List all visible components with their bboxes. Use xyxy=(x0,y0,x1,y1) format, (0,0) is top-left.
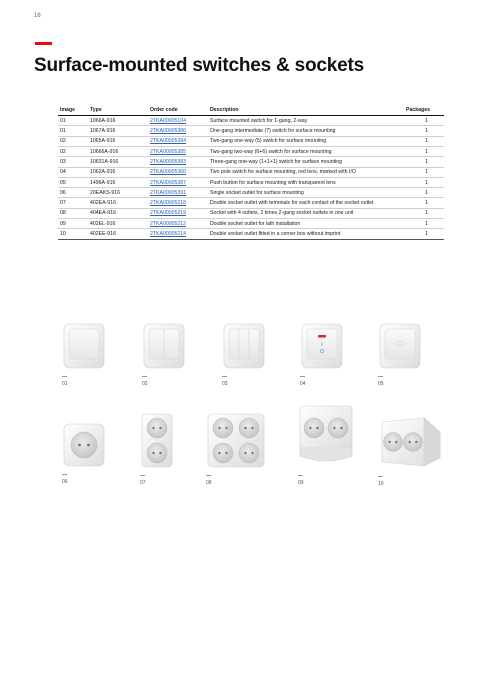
corner-double-socket-icon xyxy=(378,412,444,470)
cell-packages: 1 xyxy=(386,136,444,146)
cell-type: 404EA-916 xyxy=(88,208,148,218)
cell-type: 1066A-916 xyxy=(88,116,148,126)
product-label: 09 xyxy=(298,479,304,486)
cell-image: 02 xyxy=(58,147,88,157)
label-rule xyxy=(206,475,211,476)
table-row xyxy=(58,208,444,218)
cell-type: 10666A-916 xyxy=(88,147,148,157)
table-row xyxy=(58,136,444,146)
cell-description: Two-gang two-way (6+6) switch for surface mounting xyxy=(208,147,386,157)
single-socket-icon xyxy=(62,420,106,468)
three-gang-switch-icon xyxy=(222,322,266,370)
table-row xyxy=(58,126,444,136)
cell-type: 402EE-916 xyxy=(88,229,148,239)
order-code-link[interactable]: 2TKA00005384 xyxy=(148,136,208,146)
product-05 xyxy=(378,322,422,387)
label-rule xyxy=(222,376,227,377)
label-rule xyxy=(300,376,305,377)
cell-packages: 1 xyxy=(386,167,444,177)
order-code-link[interactable]: 2TKA00005386 xyxy=(148,126,208,136)
product-label: 02 xyxy=(142,380,148,387)
cell-description: Two-gang one-way (5) switch for surface mounting xyxy=(208,136,386,146)
cell-image: 03 xyxy=(58,157,88,167)
cell-type: 402EA-916 xyxy=(88,198,148,208)
accent-bar xyxy=(35,42,52,45)
order-code-link[interactable]: 2TKA00005383 xyxy=(148,157,208,167)
two-pole-switch-red-lens-icon xyxy=(300,322,344,370)
cell-description: Double socket outlet fitted in a corner box without imprint xyxy=(208,229,386,239)
order-code-link[interactable]: 2TKA00005212 xyxy=(148,219,208,229)
cell-image: 08 xyxy=(58,208,88,218)
label-rule xyxy=(378,476,383,477)
cell-type: 402EL-916 xyxy=(88,219,148,229)
header-order-code: Order code xyxy=(148,105,208,116)
cell-packages: 1 xyxy=(386,208,444,218)
table-row xyxy=(58,177,444,187)
product-08 xyxy=(206,412,266,486)
cell-description: One-gang intermediate (7) switch for surface mounting xyxy=(208,126,386,136)
order-code-link[interactable]: 2TKA00005360 xyxy=(148,167,208,177)
product-07 xyxy=(140,412,174,486)
cell-packages: 1 xyxy=(386,116,444,126)
product-06 xyxy=(62,420,106,485)
cell-description: Two pole switch for surface mounting, red lens, marked with I/O xyxy=(208,167,386,177)
order-code-link[interactable]: 2TKA00005218 xyxy=(148,198,208,208)
label-rule xyxy=(298,475,303,476)
cell-image: 04 xyxy=(58,167,88,177)
double-socket-vertical-icon xyxy=(140,412,174,469)
label-rule xyxy=(142,376,147,377)
label-rule xyxy=(140,475,145,476)
cell-packages: 1 xyxy=(386,198,444,208)
cell-description: Double socket outlet for lath installation xyxy=(208,219,386,229)
product-label: 03 xyxy=(222,380,228,387)
cell-type: 1496A-916 xyxy=(88,177,148,187)
product-label: 05 xyxy=(378,380,384,387)
push-button-icon xyxy=(378,322,422,370)
cell-packages: 1 xyxy=(386,177,444,187)
product-label: 08 xyxy=(206,479,212,486)
table-row xyxy=(58,188,444,198)
label-rule xyxy=(62,474,67,475)
product-10 xyxy=(378,412,444,487)
order-code-link[interactable]: 2TKA00005104 xyxy=(148,116,208,126)
page-title: Surface-mounted switches & sockets xyxy=(34,55,365,76)
cell-description: Socket with 4 outlets, 2 times 2-gang socket outlets in one unit xyxy=(208,208,386,218)
product-label: 10 xyxy=(378,480,384,487)
product-label: 01 xyxy=(62,380,68,387)
product-09 xyxy=(298,404,354,486)
cell-packages: 1 xyxy=(386,188,444,198)
table-row xyxy=(58,167,444,177)
order-code-link[interactable]: 2TKA00005387 xyxy=(148,177,208,187)
table-row xyxy=(58,229,444,239)
cell-type: 1067A-916 xyxy=(88,126,148,136)
cell-packages: 1 xyxy=(386,229,444,239)
product-03 xyxy=(222,322,266,387)
cell-image: 09 xyxy=(58,219,88,229)
table-header-row xyxy=(58,105,444,116)
product-table xyxy=(58,105,444,240)
product-01 xyxy=(62,322,106,387)
cell-packages: 1 xyxy=(386,157,444,167)
cell-image: 10 xyxy=(58,229,88,239)
cell-description: Double socket outlet with terminals for each contact of the socket outlet xyxy=(208,198,386,208)
cell-packages: 1 xyxy=(386,126,444,136)
cell-image: 06 xyxy=(58,188,88,198)
page-number: 16 xyxy=(34,13,41,19)
label-rule xyxy=(378,376,383,377)
cell-description: Single socket outlet for surface mounting xyxy=(208,188,386,198)
header-packages: Packages xyxy=(386,105,444,116)
cell-packages: 1 xyxy=(386,219,444,229)
cell-image: 01 xyxy=(58,116,88,126)
table-row xyxy=(58,157,444,167)
header-description: Description xyxy=(208,105,386,116)
product-label: 06 xyxy=(62,478,68,485)
cell-description: Surface mounted switch for 1-gang, 2-way xyxy=(208,116,386,126)
table-row xyxy=(58,147,444,157)
product-label: 04 xyxy=(300,380,306,387)
order-code-link[interactable]: 2TKA00005214 xyxy=(148,229,208,239)
header-type: Type xyxy=(88,105,148,116)
lath-double-socket-icon xyxy=(298,404,354,469)
product-04 xyxy=(300,322,344,387)
quad-socket-icon xyxy=(206,412,266,469)
cell-image: 07 xyxy=(58,198,88,208)
order-code-link[interactable]: 2TKA00005219 xyxy=(148,208,208,218)
cell-type: 1065A-916 xyxy=(88,136,148,146)
cell-image: 05 xyxy=(58,177,88,187)
table-row xyxy=(58,116,444,126)
product-label: 07 xyxy=(140,479,146,486)
cell-description: Push button for surface mounting with transparent lens xyxy=(208,177,386,187)
two-gang-switch-icon xyxy=(142,322,186,370)
product-02 xyxy=(142,322,186,387)
cell-description: Three-gang one-way (1+1+1) switch for surface mounting xyxy=(208,157,386,167)
cell-packages: 1 xyxy=(386,147,444,157)
one-gang-switch-icon xyxy=(62,322,106,370)
cell-type: 1062A-916 xyxy=(88,167,148,177)
order-code-link[interactable]: 2TKA00005391 xyxy=(148,188,208,198)
cell-type: 10631A-916 xyxy=(88,157,148,167)
table-row xyxy=(58,198,444,208)
table-row xyxy=(58,219,444,229)
header-image: Image xyxy=(58,105,88,116)
cell-image: 01 xyxy=(58,126,88,136)
order-code-link[interactable]: 2TKA00005385 xyxy=(148,147,208,157)
cell-image: 02 xyxy=(58,136,88,146)
cell-type: 20EAKS-916 xyxy=(88,188,148,198)
label-rule xyxy=(62,376,67,377)
